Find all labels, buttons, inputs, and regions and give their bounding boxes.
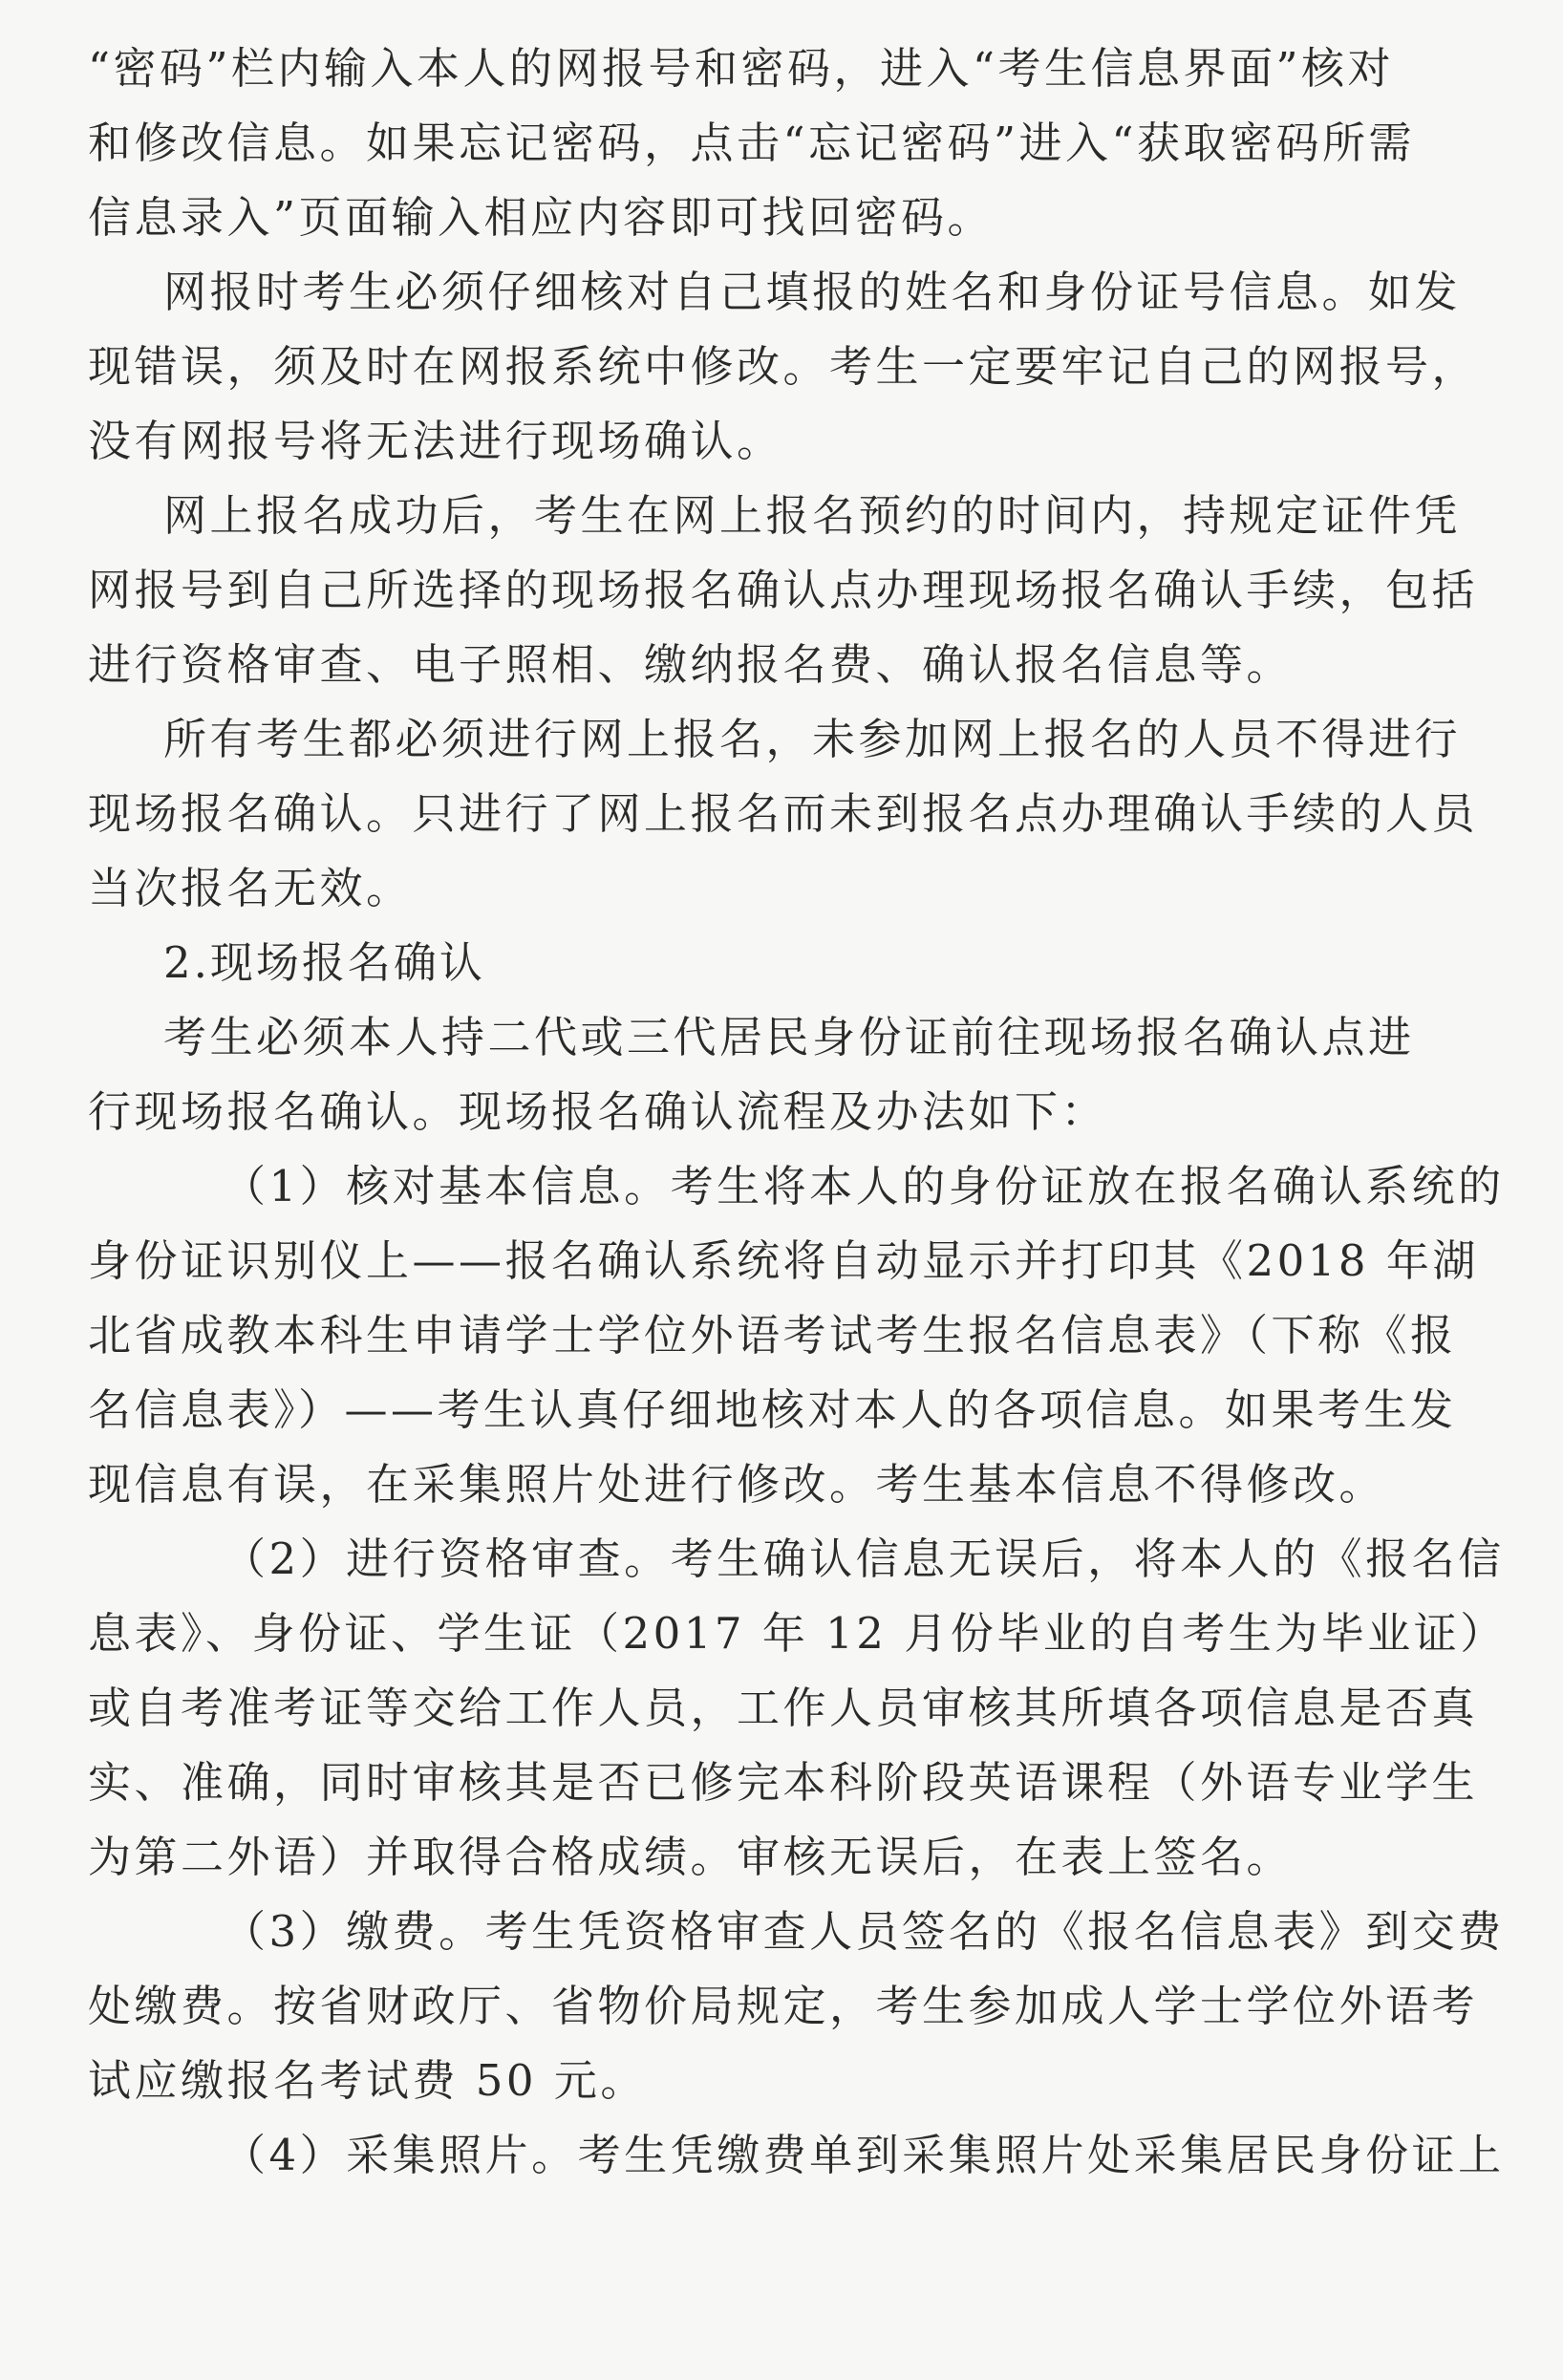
text-line-22: 息表》、身份证、学生证（2017 年 12 月份毕业的自考生为毕业证） [88,1608,1507,1659]
text-line-15: 行现场报名确认。现场报名确认流程及办法如下： [88,1086,1108,1137]
text-line-18: 北省成教本科生申请学士学位外语考试考生报名信息表》（下称《报 [88,1310,1457,1361]
text-line-26: （3）缴费。考生凭资格审查人员签名的《报名信息表》到交费 [223,1906,1505,1957]
text-line-19: 名信息表》）——考生认真仔细地核对本人的各项信息。如果考生发 [88,1384,1457,1435]
text-line-14: 考生必须本人持二代或三代居民身份证前往现场报名确认点进 [163,1012,1415,1062]
text-line-6: 没有网报号将无法进行现场确认。 [88,416,783,466]
text-line-7: 网上报名成功后，考生在网上报名预约的时间内，持规定证件凭 [163,490,1462,541]
text-line-29: （4）采集照片。考生凭缴费单到采集照片处采集居民身份证上 [223,2130,1505,2180]
text-line-16: （1）核对基本信息。考生将本人的身份证放在报名确认系统的 [223,1161,1505,1211]
text-line-3: 信息录入”页面输入相应内容即可找回密码。 [88,192,995,243]
text-line-27: 处缴费。按省财政厅、省物价局规定，考生参加成人学士学位外语考 [88,1981,1479,2031]
text-line-20: 现信息有误，在采集照片处进行修改。考生基本信息不得修改。 [88,1459,1386,1510]
text-line-5: 现错误，须及时在网报系统中修改。考生一定要牢记自己的网报号， [88,341,1479,392]
text-line-25: 为第二外语）并取得合格成绩。审核无误后，在表上签名。 [88,1832,1294,1882]
text-line-24: 实、准确，同时审核其是否已修完本科阶段英语课程（外语专业学生 [88,1757,1479,1808]
text-line-9: 进行资格审查、电子照相、缴纳报名费、确认报名信息等。 [88,639,1294,690]
text-line-23: 或自考准考证等交给工作人员，工作人员审核其所填各项信息是否真 [88,1683,1479,1733]
text-line-2: 和修改信息。如果忘记密码，点击“忘记密码”进入“获取密码所需 [88,118,1416,168]
text-line-10: 所有考生都必须进行网上报名，未参加网上报名的人员不得进行 [163,714,1462,764]
text-line-12: 当次报名无效。 [88,863,413,913]
text-line-1: “密码”栏内输入本人的网报号和密码，进入“考生信息界面”核对 [88,43,1395,94]
text-line-4: 网报时考生必须仔细核对自己填报的姓名和身份证号信息。如发 [163,267,1462,317]
text-line-28: 试应缴报名考试费 50 元。 [88,2055,647,2106]
text-line-21: （2）进行资格审查。考生确认信息无误后，将本人的《报名信 [223,1533,1505,1584]
text-line-11: 现场报名确认。只进行了网上报名而未到报名点办理确认手续的人员 [88,788,1479,839]
section-heading: 2.现场报名确认 [163,937,485,988]
text-line-8: 网报号到自己所选择的现场报名确认点办理现场报名确认手续，包括 [88,565,1479,615]
text-line-17: 身份证识别仪上——报名确认系统将自动显示并打印其《2018 年湖 [88,1235,1479,1286]
